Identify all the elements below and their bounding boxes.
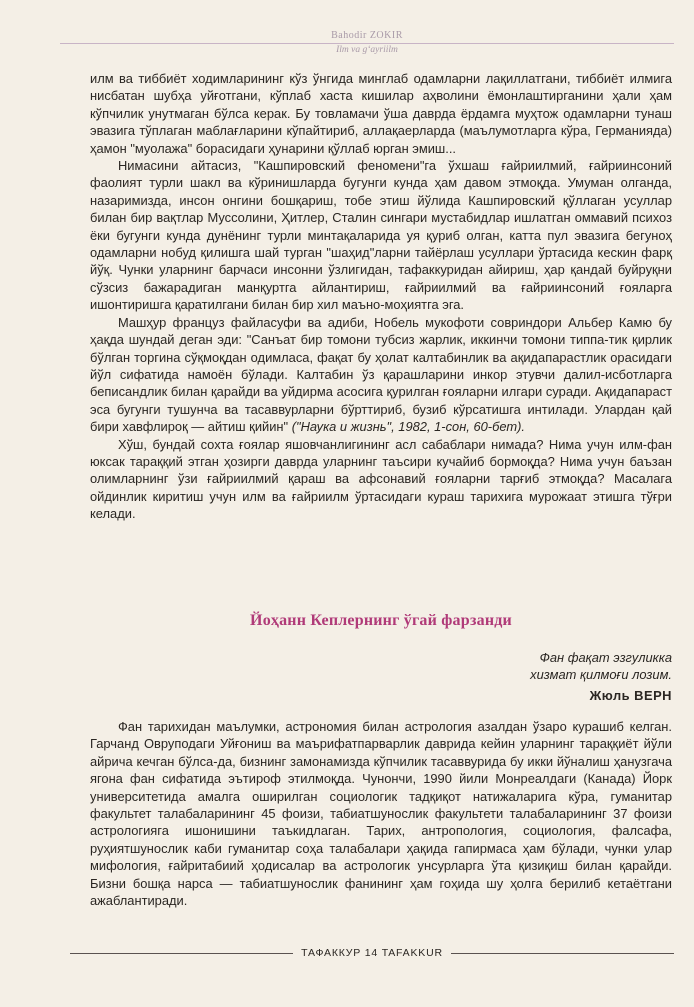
paragraph-3-citation: ("Наука и жизнь", 1982, 1-сон, 60-бет). <box>288 419 525 435</box>
running-head <box>60 30 674 55</box>
header-author: Bahodir ZOKIR <box>331 30 403 41</box>
paragraph-3-body: Машҳур француз файласуфи ва адиби, Нобель мукофоти совриндори Альбер Камю бу ҳақда шундай деган эди: "Санъат бир томони тубсиз жарлик, иккинчи томони типпа-тик қирлик бўлган торгина сўқмоқдан одимласа, фақат бу ҳолат калтабинлик ва ақидапарастлик орасидаги йўл сифатида намоён бўлади. Калтабин ўз қарашларини инкор этувчи далил-исботларга беписандлик билан қарайди ва уйдирма асосига қурилган ғояларни илгари суради. Ақидапараст эса бугунги тушунча ва тасаввурларни бўрттириб, бузиб кўрсатишга интилади. Улардан қай бири хавфлироқ — айтиш қийин" <box>90 314 672 435</box>
footer-rule-right <box>451 953 674 954</box>
section1-text <box>90 70 672 523</box>
epigraph-line-2: хизмат қилмоғи лозим. <box>530 667 672 683</box>
paragraph-4: Хўш, бундай сохта ғоялар яшовчанлигининг асл сабаблари нимада? Нима учун илм-фан юксак тараққий этган ҳозирги даврда уларнинг таъсири кучайиб бормоқда? Нима учун баъзан олимларнинг ўзи ғайриилмий қараш ва афсонавий ғояларни тарғиб этмоқда? Масалага ойдинлик киритиш учун илм ва ғайриилм ўртасидаги кураш тарихига мурожаат этишга тўғри келади. <box>90 436 672 522</box>
footer-rule-left <box>70 953 293 954</box>
chapter-title: Йоҳанн Кеплернинг ўгай фарзанди <box>250 612 512 629</box>
epigraph-author: Жюль ВЕРН <box>589 687 672 703</box>
page-footer <box>70 945 674 961</box>
paragraph-2: Нимасини айтасиз, "Кашпировский феномени"га ўхшаш ғайриилмий, ғайриинсоний фаолият турли шакл ва кўринишларда бугунги кунда ҳам давом этмоқда. Умуман олганда, назаримизда, инсон онгини бошқариш, тобе этиш йўлида Кашпировский қўллаган усуллар билан бир вақтлар Муссолини, Ҳитлер, Сталин сингари мустабидлар ишлатган оммавий психоз ёки бугунги кунда дунёнинг турли минтақаларида уя қуриб олган, катта пул эвазига бегуноҳ одамларни нобуд қилишга шай турган "шаҳид"ларни тайёрлаш усуллари ўртасида кескин фарқ йўқ. Чунки уларнинг барчаси инсонни ўзлигидан, тафаккуридан айириш, ҳар қандай буйруқни сўзсиз бажарадиган манқуртга айлантириш, ғайриилмий ва ғайриинсоний ғояларга ишонтиришга қаратилгани билан бир хил маъно-моҳиятга эга. <box>90 158 672 313</box>
header-series: Ilm va g‘ayriilm <box>336 45 398 55</box>
paragraph-3 <box>90 314 672 436</box>
footer-label: ТАФАККУР 14 TAFAKKUR <box>301 947 443 959</box>
paragraph-5: Фан тарихидан маълумки, астрономия билан астрология азалдан ўзаро курашиб келган. Гарчанд Овруподаги Уйғониш ва маърифатпарварлик даврида кейин уларнинг тараққиёт йўли айрича кечган бўлса-да, бизнинг замонамизда кўпчилик тасаввурида бу икки йўналиш ҳанузгача ягона фан сифатида эътироф этилмоқда. Чунончи, 1990 йили Монреалдаги (Канада) Йорк университетида амалга оширилган социологик тадқиқот натижаларига кўра, гуманитар факультет талабаларининг 45 фоизи, табиатшунослик факультети талабаларининг 37 фоизи астрологияга ишонишини таъкидлаган. Тарих, антропология, социология, фалсафа, руҳиятшунослик каби гуманитар соҳа талабалари ҳақида гапирмаса ҳам бўлади, чунки улар мифология, ғайритабиий ҳодисалар ва астрологик унсурларга ўта қизиқиш билан қарайди. Бизни бошқа нарса — табиатшунослик фанининг ҳам гоҳида шу ҳолга берилиб кетаётгани ажаблантиради. <box>90 719 672 909</box>
epigraph-line-1: Фан фақат эзгуликка <box>539 650 672 665</box>
header-divider <box>60 43 674 44</box>
epigraph <box>272 649 672 704</box>
paragraph-1: илм ва тиббиёт ходимларининг кўз ўнгида минглаб одамларни лақиллатгани, тиббиёт илмига нисбатан шубҳа уйғотгани, кўплаб хаста кишилар аҳволини ёмонлаштирганини ҳали ҳам кўпчилик унутмаган бўлса керак. Бу товламачи ўша даврда ёрдамга муҳтож одамларни тунаш эвазига тўплаган маблағларини кўпайтириб, аллақаерларда (маълумотларга кўра, Германияда) ҳамон "муолажа" борасидаги ҳунарини қўллаб юрган эмиш... <box>90 71 672 156</box>
section2-text <box>90 718 672 909</box>
